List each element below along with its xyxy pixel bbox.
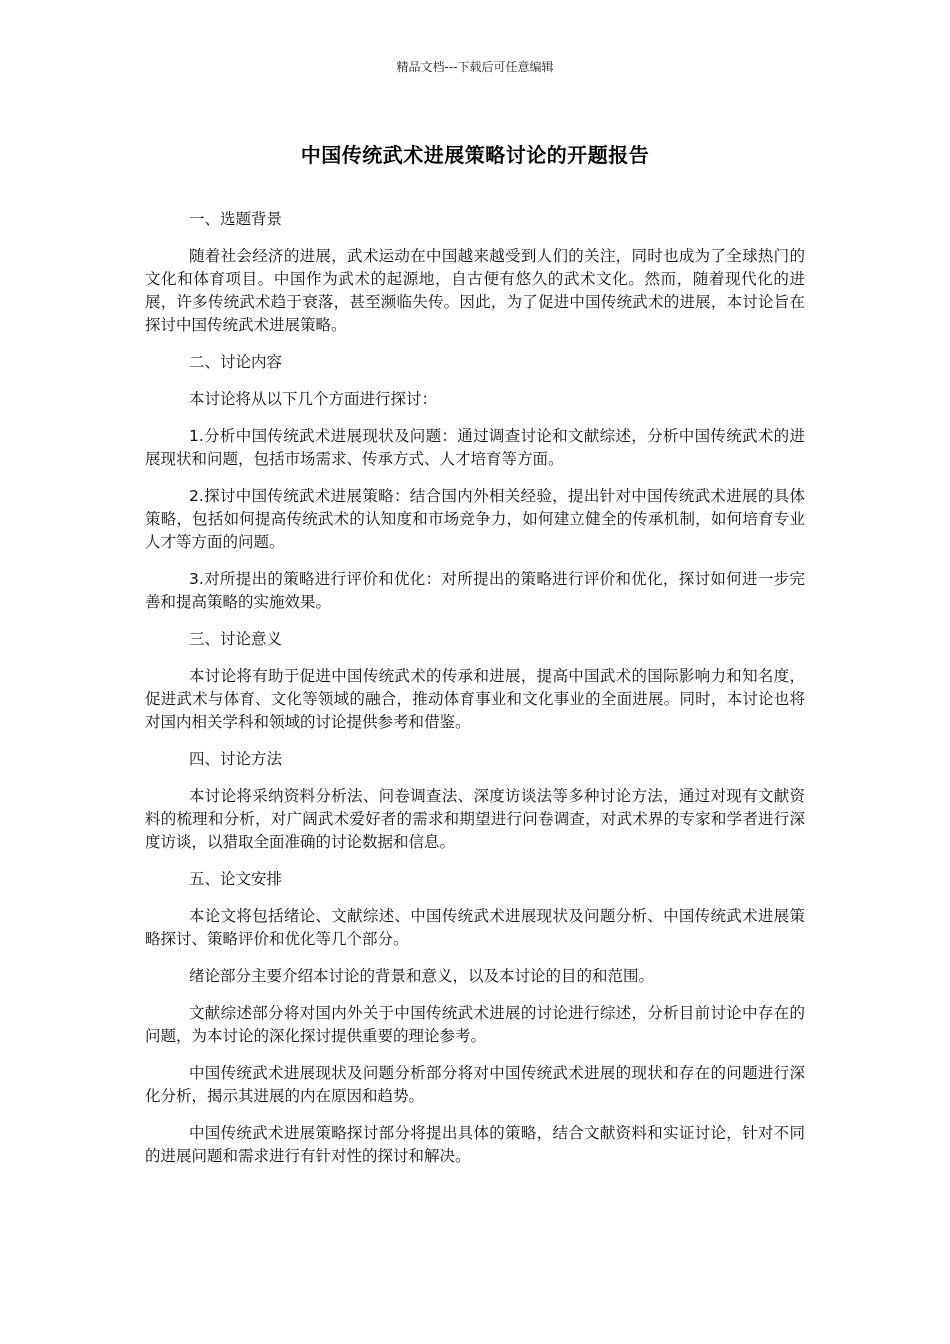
document-body (145, 208, 805, 1182)
paragraph-introduction-part: 绪论部分主要介绍本讨论的背景和意义，以及本讨论的目的和范围。 (189, 967, 655, 985)
header-note: 精品文档---下载后可任意编辑 (396, 60, 554, 74)
section-heading-significance: 三、讨论意义 (189, 630, 283, 648)
paragraph-literature-part: 文献综述部分将对国内外关于中国传统武术进展的讨论进行综述，分析目前讨论中存在的问题，为本讨论的深化探讨提供重要的理论参考。 (145, 1004, 805, 1045)
paragraph-analysis-part: 中国传统武术进展现状及问题分析部分将对中国传统武术进展的现状和存在的问题进行深化分析，揭示其进展的内在原因和趋势。 (145, 1064, 805, 1105)
paragraph-significance: 本讨论将有助于促进中国传统武术的传承和进展，提高中国武术的国际影响力和知名度，促进武术与体育、文化等领域的融合，推动体育事业和文化事业的全面进展。同时，本讨论也将对国内相关学科和领域的讨论提供参考和借鉴。 (145, 667, 805, 731)
paragraph-background: 随着社会经济的进展，武术运动在中国越来越受到人们的关注，同时也成为了全球热门的文化和体育项目。中国作为武术的起源地，自古便有悠久的武术文化。然而，随着现代化的进展，许多传统武术趋于衰落，甚至濒临失传。因此，为了促进中国传统武术的进展，本讨论旨在探讨中国传统武术进展策略。 (145, 247, 805, 334)
paragraph-strategy-part: 中国传统武术进展策略探讨部分将提出具体的策略，结合文献资料和实证讨论，针对不同的进展问题和需求进行有针对性的探讨和解决。 (145, 1124, 805, 1165)
section-heading-background: 一、选题背景 (189, 210, 283, 228)
section-heading-content: 二、讨论内容 (189, 353, 283, 371)
paragraph-content-intro: 本讨论将从以下几个方面进行探讨： (189, 390, 438, 408)
section-heading-arrangement: 五、论文安排 (189, 870, 283, 888)
paragraph-content-item-3: 3.对所提出的策略进行评价和优化：对所提出的策略进行评价和优化，探讨如何进一步完善和提高策略的实施效果。 (145, 570, 805, 611)
paragraph-content-item-2: 2.探讨中国传统武术进展策略：结合国内外相关经验，提出针对中国传统武术进展的具体策略，包括如何提高传统武术的认知度和市场竞争力，如何建立健全的传承机制，如何培育专业人才等方面的问题。 (145, 487, 805, 551)
paragraph-methods: 本讨论将采纳资料分析法、问卷调查法、深度访谈法等多种讨论方法，通过对现有文献资料的梳理和分析，对广阔武术爱好者的需求和期望进行问卷调查，对武术界的专家和学者进行深度访谈，以猎取全面准确的讨论数据和信息。 (145, 787, 805, 851)
paragraph-content-item-1: 1.分析中国传统武术进展现状及问题：通过调查讨论和文献综述，分析中国传统武术的进展现状和问题，包括市场需求、传承方式、人才培育等方面。 (145, 427, 805, 468)
paragraph-arrangement: 本论文将包括绪论、文献综述、中国传统武术进展现状及问题分析、中国传统武术进展策略探讨、策略评价和优化等几个部分。 (145, 907, 805, 948)
document-title: 中国传统武术进展策略讨论的开题报告 (300, 143, 650, 167)
section-heading-methods: 四、讨论方法 (189, 750, 283, 768)
